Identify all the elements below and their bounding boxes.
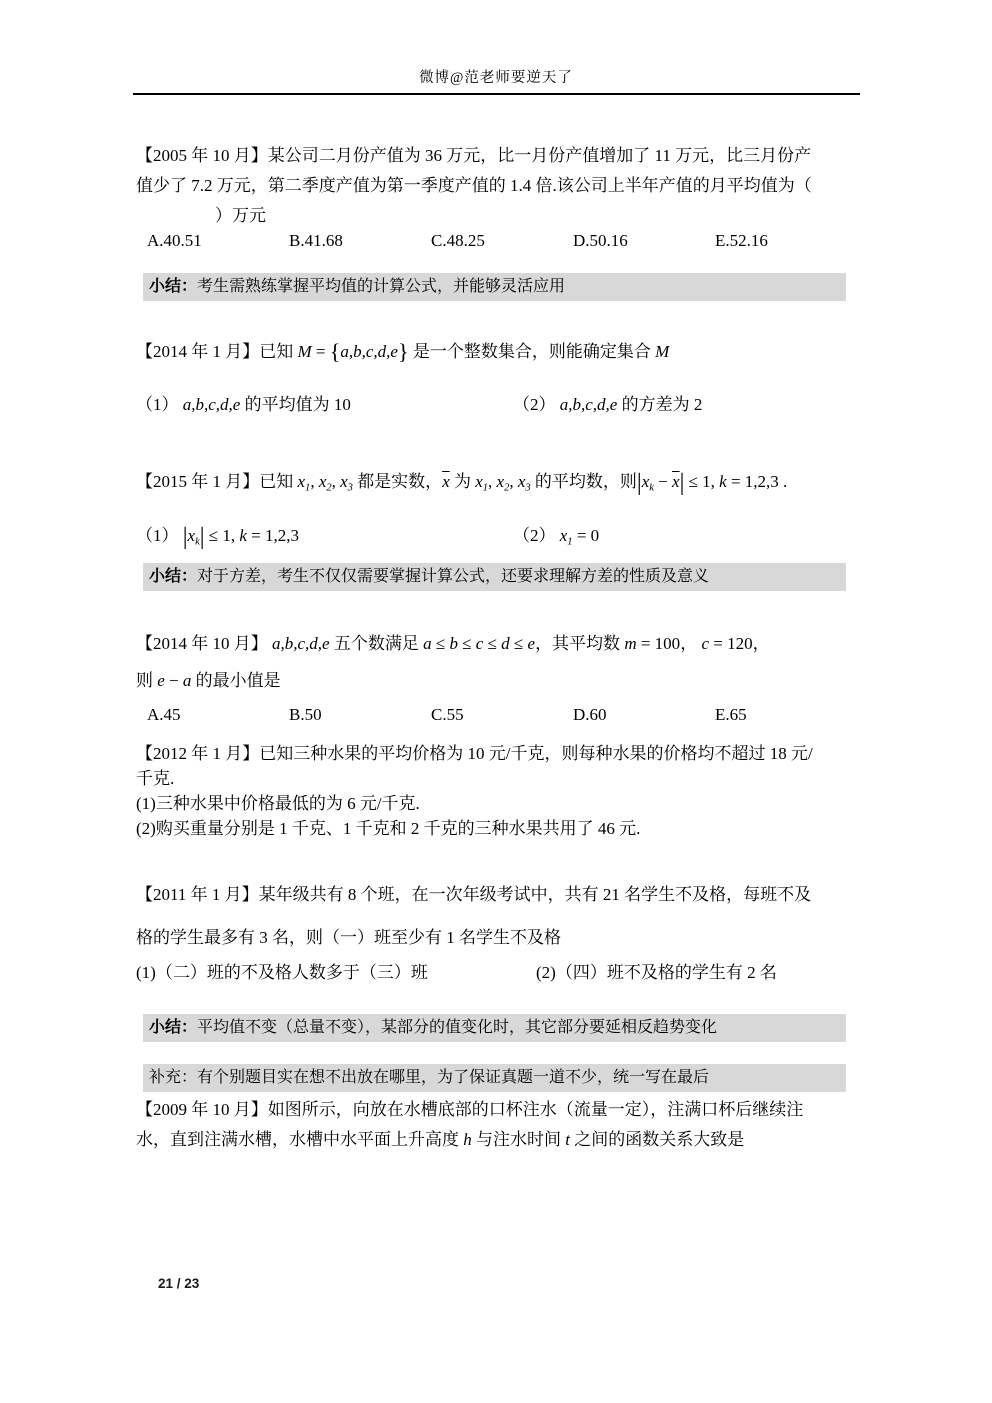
q5-line2: 千克. [136,769,175,788]
summary-2-label: 小结： [149,568,198,585]
q5-condition-1: (1)三种水果中价格最低的为 6 元/千克. [136,794,420,813]
q1-line2: 值少了 7.2 万元，第二季度产值为第一季度产值的 1.4 倍.该公司上半年产值的月平均值为（ [136,176,812,195]
q3-line1: 【2015 年 1 月】已知 $x_1$, $x_2$, $x_3$ 都是实数，$\overline{x}$ 为 $x_1$, $x_2$, $x_3$ 的平均数，则$|x_k - \overline{x}| \le 1$, k = 1,2,3 . [136,469,788,496]
summary-3-text: 平均值不变（总量不变），某部分的值变化时，其它部分要延相反趋势变化 [197,1019,718,1036]
q3-option-2: （2） $x_1 = 0$ [513,526,600,548]
q6-line2: 格的学生最多有 3 名，则（一）班至少有 1 名学生不及格 [136,928,561,947]
summary-2 [143,563,846,591]
summary-1-text: 考生需熟练掌握平均值的计算公式，并能够灵活应用 [197,278,566,295]
supplement-label: 补充： [149,1069,198,1086]
q7-line1: 【2009 年 10 月】如图所示，向放在水槽底部的口杯注水（流量一定），注满口杯后继续注 [136,1100,804,1119]
summary-3-label: 小结： [149,1019,198,1036]
header-rule [133,93,860,95]
q5-line1: 【2012 年 1 月】已知三种水果的平均价格为 10 元/千克，则每种水果的价格均不超过 18 元/ [136,744,813,763]
q2-option-2: （2） a,b,c,d,e 的方差为 2 [513,395,703,414]
q4-option-b: B.50 [289,705,322,724]
q1-option-e: E.52.16 [715,231,768,250]
q1-option-d: D.50.16 [573,231,628,250]
q4-option-a: A.45 [147,705,181,724]
q1-line1: 【2005 年 10 月】某公司二月份产值为 36 万元，比一月份产值增加了 11 万元，比三月份产 [136,146,812,165]
q4-option-d: D.60 [573,705,607,724]
q1-option-a: A.40.51 [147,231,202,250]
q6-conditions [136,958,862,988]
q1-option-b: B.41.68 [289,231,343,250]
summary-2-text: 对于方差，考生不仅仅需要掌握计算公式，还要求理解方差的性质及意义 [197,568,710,585]
q6-condition-1: (1)（二）班的不及格人数多于（三）班 [136,963,428,982]
q4-options [147,700,862,730]
summary-3 [143,1014,846,1042]
page-header-title: 微博@范老师要逆天了 [419,70,573,86]
q6-line1: 【2011 年 1 月】某年级共有 8 个班，在一次年级考试中，共有 21 名学生不及格，每班不及 [136,885,812,904]
q3-option-1: （1） $|x_k| \le 1$, k = 1,2,3 [136,523,299,550]
q4-option-c: C.55 [431,705,464,724]
supplement-text: 有个别题目实在想不出放在哪里，为了保证真题一道不少，统一写在最后 [197,1069,710,1086]
q2-options [136,390,862,420]
q4-line2: 则 e − a 的最小值是 [136,671,281,690]
q1-line3: ）万元 [215,206,266,225]
q3-options [136,516,862,563]
q2-line1: 【2014 年 1 月】已知 M = {a,b,c,d,e} 是一个整数集合，则能确定集合 M [136,338,670,364]
q4-line1: 【2014 年 10 月】 a,b,c,d,e 五个数满足 a ≤ b ≤ c ≤ d ≤ e，其平均数 m = 100， c = 120， [136,634,770,653]
q4-option-e: E.65 [715,705,747,724]
page-number: 21 / 23 [158,1276,200,1291]
q5-condition-2: (2)购买重量分别是 1 千克、1 千克和 2 千克的三种水果共用了 46 元. [136,819,641,838]
q1-option-c: C.48.25 [431,231,485,250]
q2-option-1: （1） a,b,c,d,e 的平均值为 10 [136,395,351,414]
q7-line2: 水，直到注满水槽，水槽中水平面上升高度 h 与注水时间 t 之间的函数关系大致是 [136,1130,745,1149]
summary-1 [143,273,846,301]
q1-options [147,226,862,256]
supplement-note [143,1064,846,1092]
q6-condition-2: (2)（四）班不及格的学生有 2 名 [536,963,777,982]
summary-1-label: 小结： [149,278,198,295]
